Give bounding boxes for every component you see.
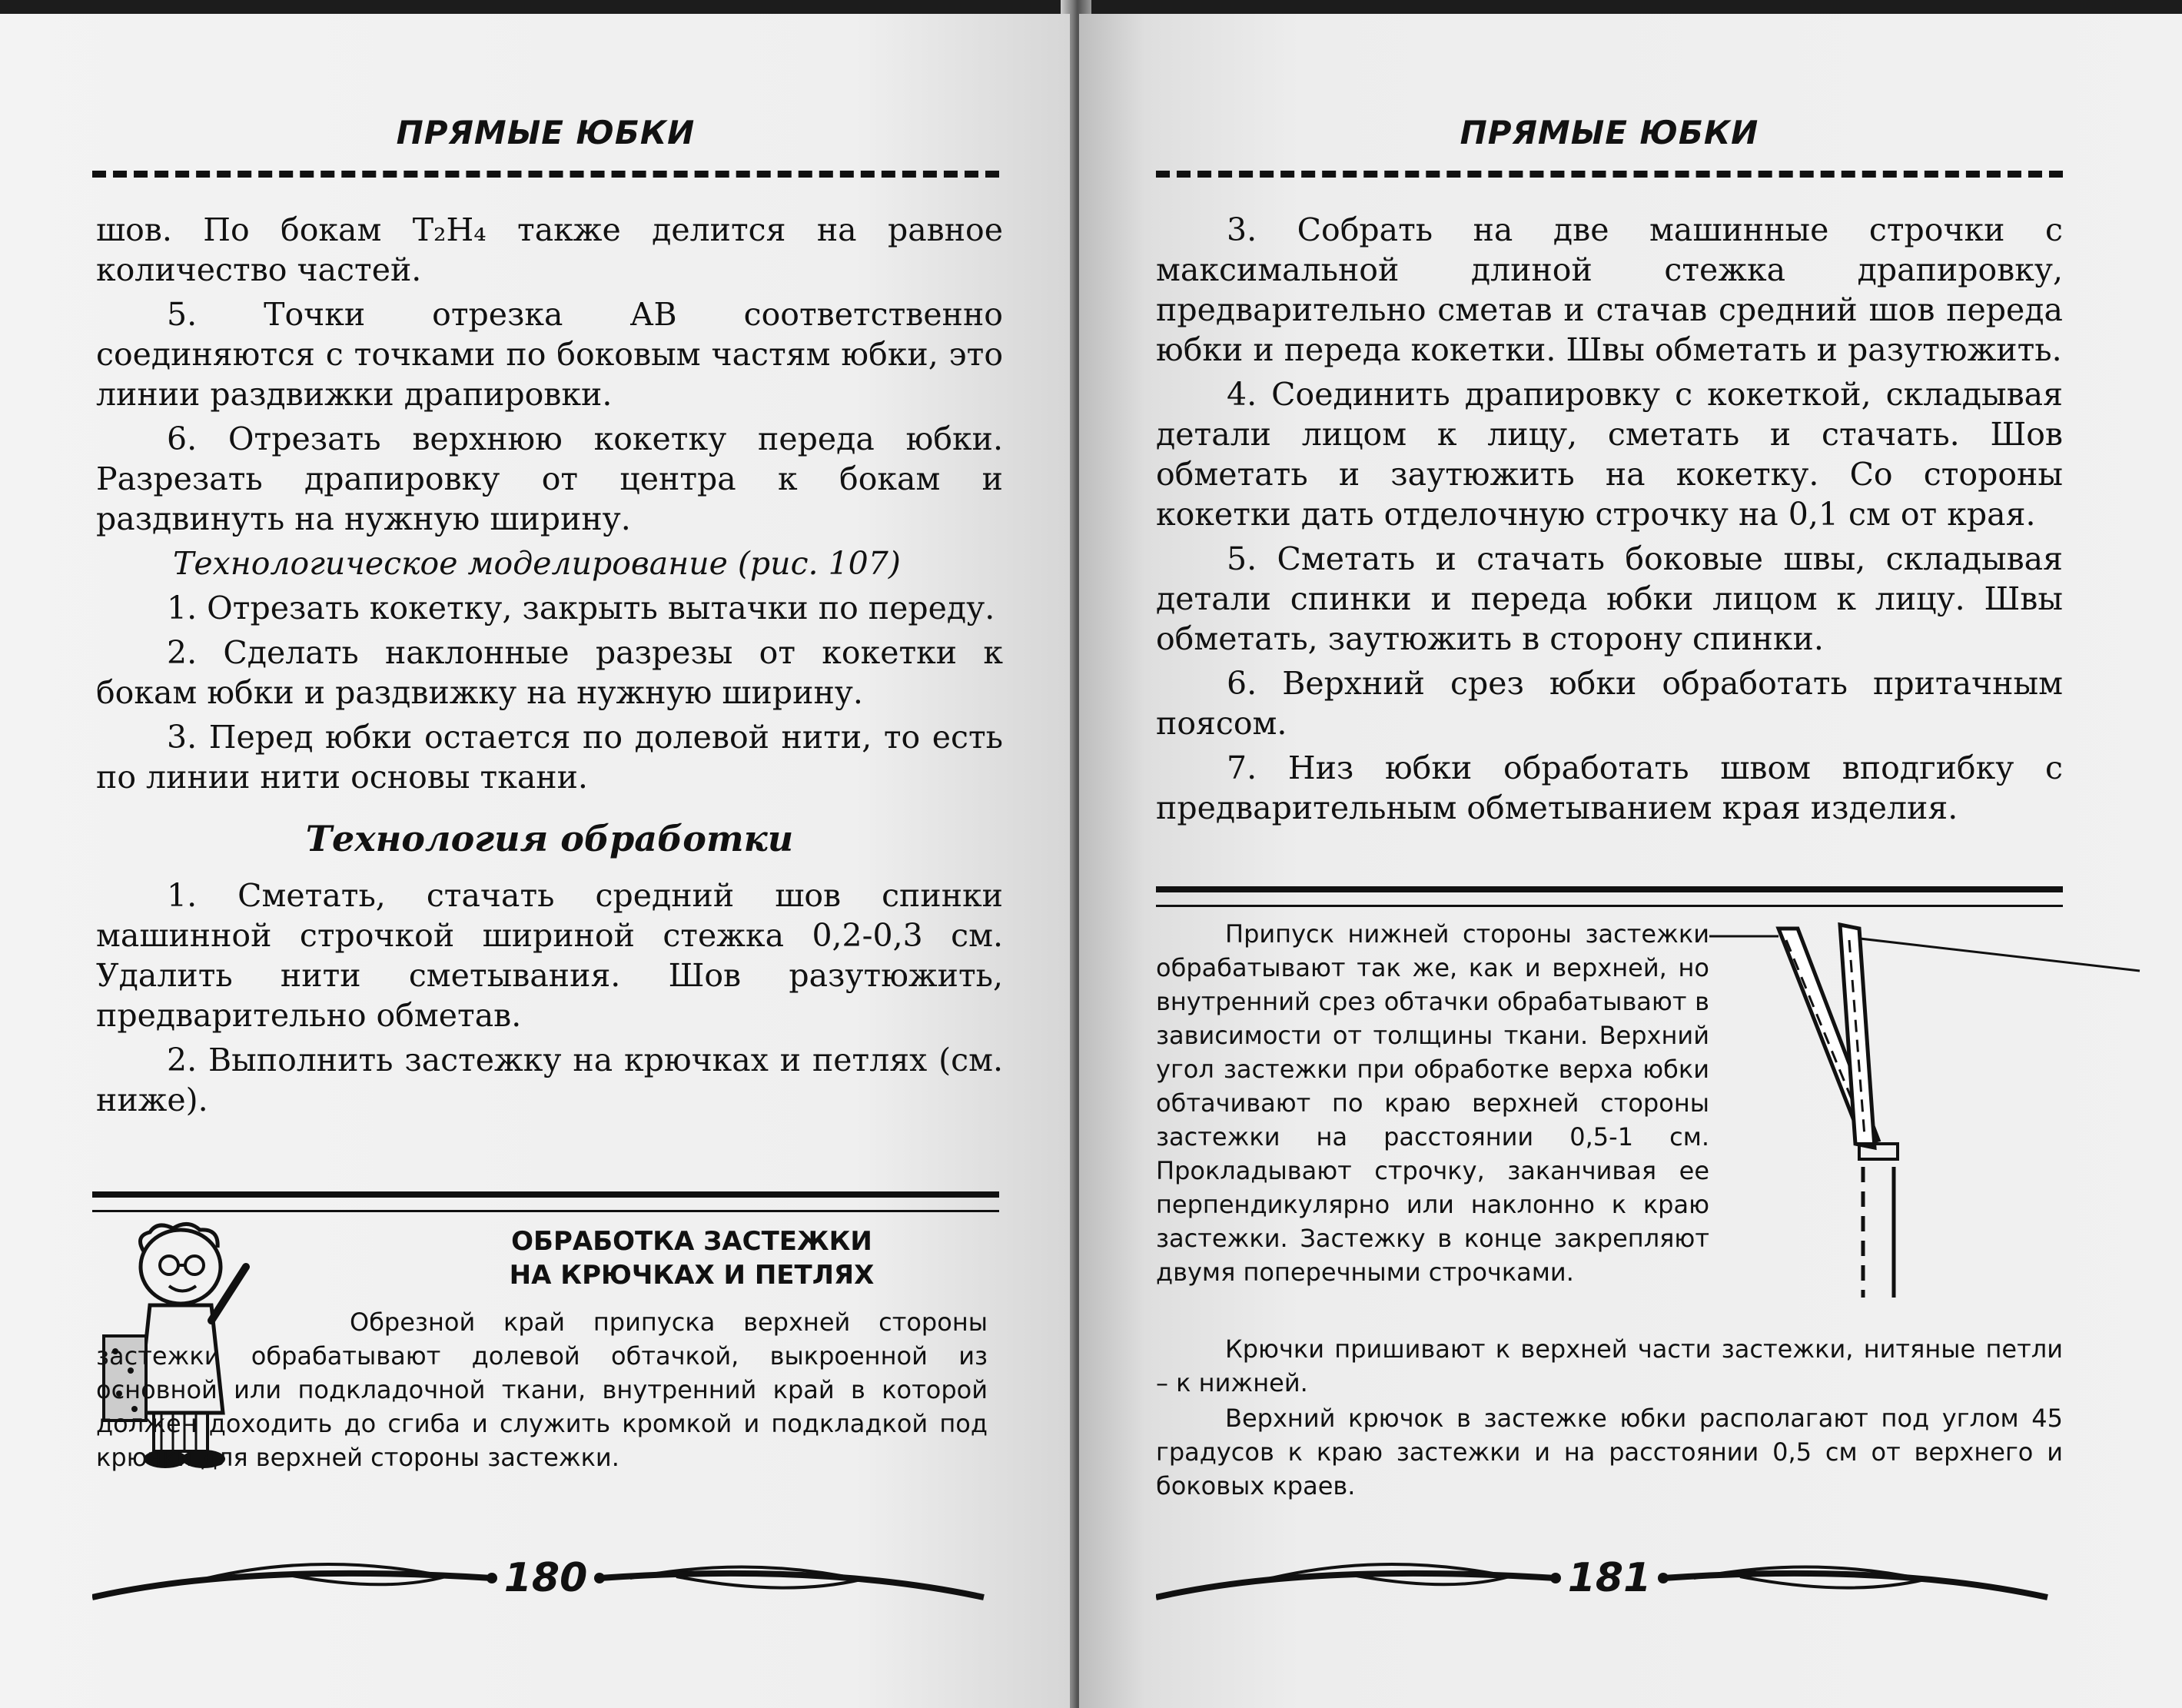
zipper-diagram-icon (1709, 913, 2155, 1313)
paragraph: 3. Собрать на две машинные строчки с максимальной длиной стежка драпировку, предварительно сметав и стачав средний шов переда юбки и переда кокетки. Швы обметать и разутюжить. (1156, 211, 2063, 368)
paragraph: 3. Перед юбки остается по долевой нити, то есть по линии нити основы ткани. (96, 719, 1003, 796)
paragraph: 5. Точки отрезка АВ соответственно соединяются с точками по боковым частям юбки, это линии раздвижки драпировки. (96, 296, 1003, 413)
right-page (1079, 14, 2182, 1708)
header-dashed-rule (1156, 171, 2063, 178)
running-head-right: ПРЯМЫЕ ЮБКИ (1460, 114, 1759, 151)
paragraph: 7. Низ юбки обработать швом вподгибку с предварительным обметыванием края изделия. (1156, 749, 2063, 826)
page-number-left: 180 (503, 1555, 588, 1601)
paragraph: 5. Сметать и стачать боковые швы, складывая детали спинки и переда юбки лицом к лицу. Швы обметать, заутюжить в сторону спинки. (1156, 540, 2063, 657)
paragraph: 6. Отрезать верхнюю кокетку переда юбки. Разрезать драпировку от центра к бокам и раздвинуть на нужную ширину. (96, 420, 1003, 537)
left-page (0, 14, 1070, 1708)
box-text-right-3: Верхний крючок в застежке юбки располагают под углом 45 градусов к краю застежки и на расстоянии 0,5 см от верхнего и боковых краев. (1156, 1404, 2063, 1500)
box-text-right-2: Крючки пришивают к верхней части застежки, нитяные петли – к нижней. (1156, 1334, 2063, 1397)
page-number-right: 181 (1567, 1555, 1652, 1601)
page-footer-left (92, 1532, 999, 1624)
page-footer-right (1156, 1532, 2063, 1624)
box-text-right: Припуск нижней стороны застежки обрабатывают так же, как и верхней, но внутренний срез обтачки обрабатывают в зависимости от толщины ткани. Верхний угол застежки при обработке верха юбки обтачивают по краю верхней стороны застежки на расстоянии 0,5-1 см. Прокладывают строчку, заканчивая ее перпендикулярно или наклонно к краю застежки. Застежку в конце закрепляют двумя поперечными строчками. (1156, 919, 1709, 1287)
paragraph: 6. Верхний срез юбки обработать притачным поясом. (1156, 665, 2063, 742)
box-top-rule (92, 1191, 999, 1212)
section-title: Технология обработки (305, 818, 794, 859)
subheading-italic: Технологическое моделирование (рис. 107) (173, 545, 901, 582)
paragraph: шов. По бокам T₂H₄ также делится на равное количество частей. (96, 211, 1003, 288)
paragraph: 4. Соединить драпировку с кокеткой, складывая детали лицом к лицу, сметать и стачать. Шов обметать и заутюжить на кокетку. Со стороны кокетки дать отделочную строчку на 0,1 см от края. (1156, 376, 2063, 533)
box-title: ОБРАБОТКА ЗАСТЕЖКИ НА КРЮЧКАХ И ПЕТЛЯХ (509, 1226, 875, 1291)
left-body-text (96, 210, 1003, 1125)
box-top-rule (1156, 886, 2063, 907)
paragraph: 1. Отрезать кокетку, закрыть вытачки по переду. (167, 590, 995, 626)
header-dashed-rule (92, 171, 999, 178)
right-body-text (1156, 210, 2063, 832)
paragraph: 2. Выполнить застежку на крючках и петлях (см. ниже). (96, 1042, 1003, 1118)
running-head-left: ПРЯМЫЕ ЮБКИ (396, 114, 696, 151)
box-text-left: Обрезной край припуска верхней стороны застежки обрабатывают долевой обтачкой, выкроенной из основной или подкладочной ткани, внутренний край в которой должен доходить до сгиба и служить кромкой и подкладкой под крючки для верхней стороны застежки. (96, 1308, 988, 1472)
paragraph: 2. Сделать наклонные разрезы от кокетки к бокам юбки и раздвижку на нужную ширину. (96, 634, 1003, 711)
paragraph: 1. Сметать, стачать средний шов спинки машинной строчкой шириной стежка 0,2-0,3 см. Удалить нити сметывания. Шов разутюжить, предварительно обметав. (96, 877, 1003, 1034)
